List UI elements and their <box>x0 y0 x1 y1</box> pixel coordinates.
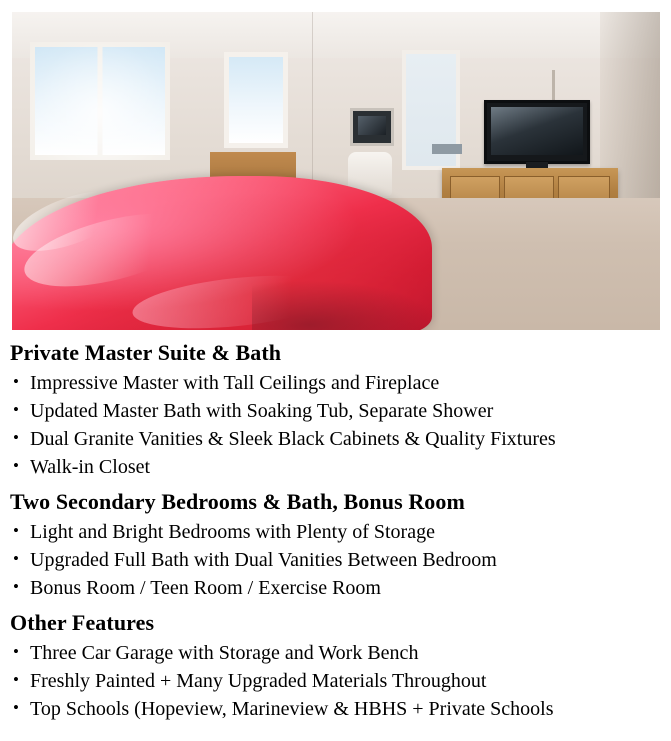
list-item: • Top Schools (Hopeview, Marineview & HBHS + Private Schools <box>10 695 660 723</box>
window-left-glow <box>30 42 170 160</box>
feature-list-master-suite <box>10 369 660 481</box>
features-content <box>10 338 660 723</box>
list-item: • Bonus Room / Teen Room / Exercise Room <box>10 574 660 602</box>
list-item: • Dual Granite Vanities & Sleek Black Cabinets & Quality Fixtures <box>10 425 660 453</box>
bed-with-red-duvet <box>12 176 432 330</box>
bedroom-photo <box>12 12 660 330</box>
wall-art <box>432 144 462 154</box>
list-item: • Walk-in Closet <box>10 453 660 481</box>
section-heading-other-features: Other Features <box>10 610 155 635</box>
list-item: • Light and Bright Bedrooms with Plenty of Storage <box>10 518 660 546</box>
list-item: • Impressive Master with Tall Ceilings and Fireplace <box>10 369 660 397</box>
window-middle <box>224 52 288 148</box>
duvet-shadow <box>252 280 442 330</box>
small-tv <box>350 108 394 146</box>
list-item: • Updated Master Bath with Soaking Tub, Separate Shower <box>10 397 660 425</box>
section-heading-master-suite: Private Master Suite & Bath <box>10 340 282 365</box>
section-heading-secondary-bedrooms: Two Secondary Bedrooms & Bath, Bonus Room <box>10 489 465 514</box>
feature-list-other-features <box>10 639 660 723</box>
list-item: • Upgraded Full Bath with Dual Vanities Between Bedroom <box>10 546 660 574</box>
list-item: • Three Car Garage with Storage and Work Bench <box>10 639 660 667</box>
list-item: • Freshly Painted + Many Upgraded Materials Throughout <box>10 667 660 695</box>
wall-fixture <box>552 70 555 100</box>
photo-scene <box>12 12 660 330</box>
flat-screen-tv <box>484 100 590 164</box>
feature-list-secondary-bedrooms <box>10 518 660 602</box>
